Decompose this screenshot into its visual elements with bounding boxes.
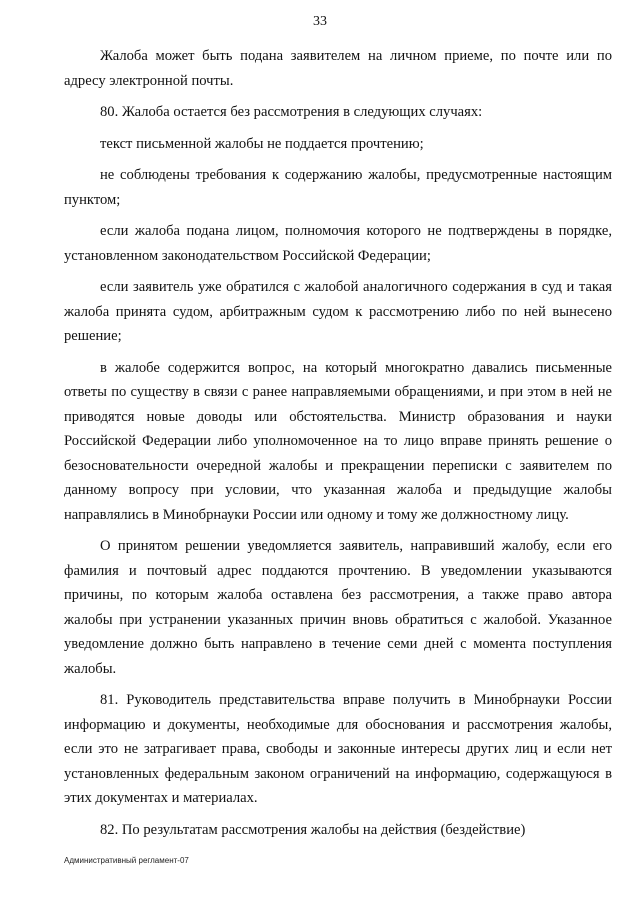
paragraph-complaint-submission: Жалоба может быть подана заявителем на личном приеме, по почте или по адресу электронной почты.: [64, 48, 612, 89]
paragraph-unreadable-text: текст письменной жалобы не поддается прочтению;: [100, 135, 424, 152]
paragraph-clause-82: 82. По результатам рассмотрения жалобы на действия (бездействие): [100, 821, 526, 838]
footer-label: Административный регламент-07: [64, 856, 189, 865]
paragraph-clause-80: 80. Жалоба остается без рассмотрения в следующих случаях:: [100, 104, 483, 120]
page-number: 33: [313, 14, 327, 29]
document-body: [64, 44, 612, 849]
paragraph-requirements-not-met: не соблюдены требования к содержанию жалобы, предусмотренные настоящим пунктом;: [64, 167, 612, 208]
paragraph-decision-notification: О принятом решении уведомляется заявитель, направивший жалобу, если его фамилия и почтовый адрес поддаются прочтению. В уведомлении указываются причины, по которым жалоба оставлена без рассмотрения, а также право автора жалобы при устранении указанных причин вновь обратиться с жалобой. Указанное уведомление должно быть направлено в течение семи дней с момента поступления жалобы.: [64, 538, 612, 677]
paragraph-court-appeal: если заявитель уже обратился с жалобой аналогичного содержания в суд и такая жалоба принята судом, арбитражным судом к рассмотрению либо по ней вынесено решение;: [64, 279, 612, 344]
paragraph-clause-81: 81. Руководитель представительства вправе получить в Минобрнауки России информацию и документы, необходимые для обоснования и рассмотрения жалобы, если это не затрагивает права, свободы и законные интересы других лиц и если нет установленных федеральным законом ограничений на информацию, содержащуюся в этих документах и материалах.: [64, 692, 612, 806]
paragraph-repeated-question: в жалобе содержится вопрос, на который многократно давались письменные ответы по существу в связи с ранее направляемыми обращениями, и при этом в ней не приводятся новые доводы или обстоятельства. Министр образования и науки Российской Федерации либо уполномоченное на то лицо вправе принять решение о безосновательности очередной жалобы и прекращении переписки с заявителем по данному вопросу при условии, что указанная жалоба и предыдущие жалобы направлялись в Минобрнауки России или одному и тому же должностному лицу.: [64, 359, 612, 523]
paragraph-authority-not-confirmed: если жалоба подана лицом, полномочия которого не подтверждены в порядке, установленном законодательством Российской Федерации;: [64, 223, 612, 264]
